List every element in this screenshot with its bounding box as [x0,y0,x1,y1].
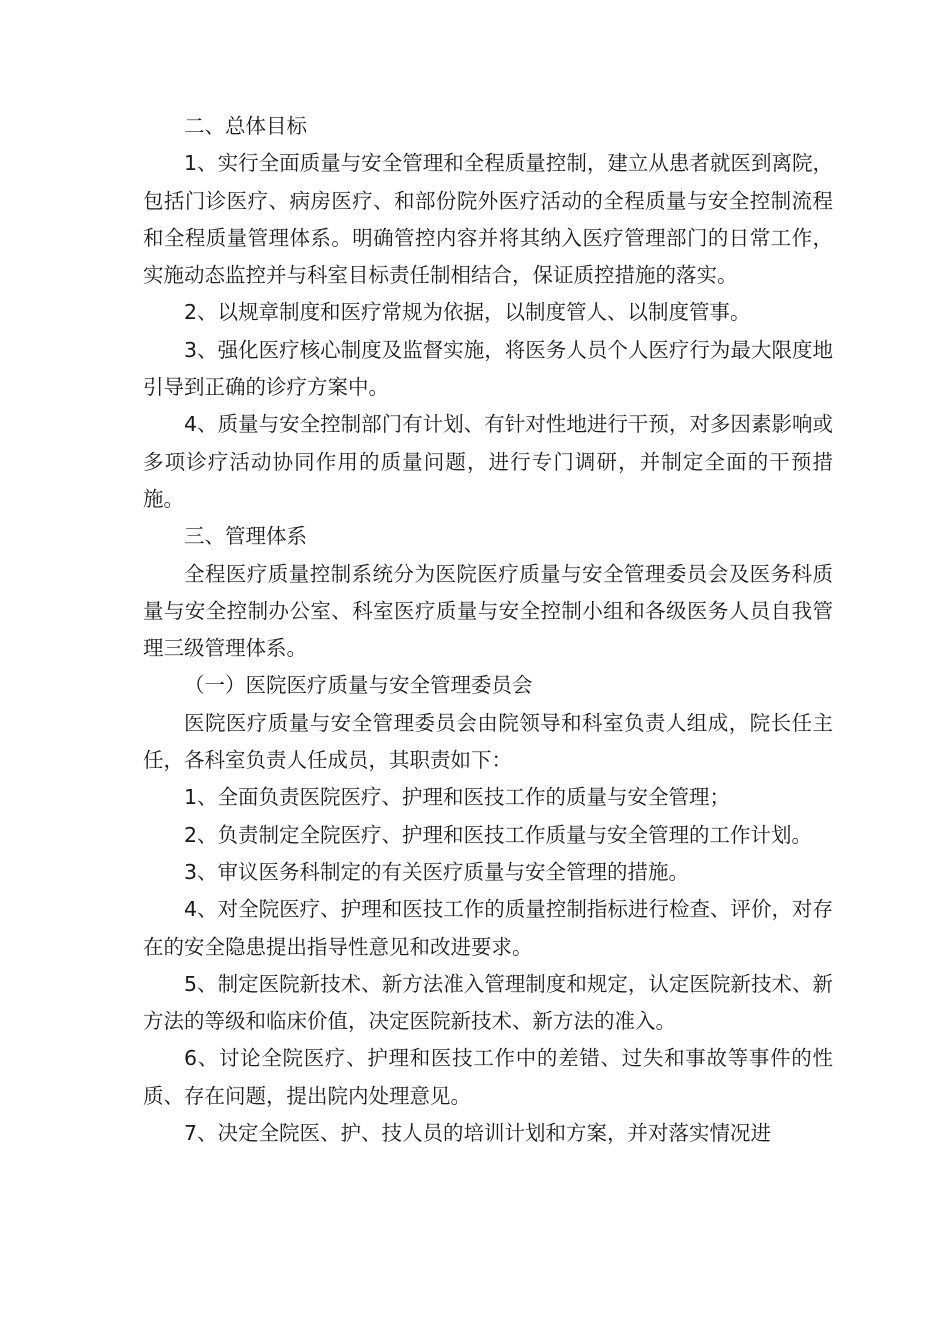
committee-intro-paragraph: 医院医疗质量与安全管理委员会由院领导和科室负责人组成，院长任主任，各科室负责人任成员，其职责如下： [143,710,833,773]
document-body [143,108,833,1152]
duty-item-3: 3、审议医务科制定的有关医疗质量与安全管理的措施。 [184,859,690,884]
section-heading-management-system: 三、管理体系 [184,524,307,549]
duty-item-7: 7、决定全院医、护、技人员的培训计划和方案，并对落实情况进 [184,1121,772,1146]
duty-item-4: 4、对全院医疗、护理和医技工作的质量控制指标进行检查、评价，对存在的安全隐患提出指导性意见和改进要求。 [143,897,833,959]
goal-item-2: 2、以规章制度和医疗常规为依据，以制度管人、以制度管事。 [184,300,751,325]
goal-item-4: 4、质量与安全控制部门有计划、有针对性地进行干预，对多因素影响或多项诊疗活动协同作用的质量问题，进行专门调研，并制定全面的干预措施。 [143,412,833,511]
goal-item-1: 1、实行全面质量与安全管理和全程质量控制，建立从患者就医到离院，包括门诊医疗、病房医疗、和部份院外医疗活动的全程质量与安全控制流程和全程质量管理体系。明确管控内容并将其纳入医疗管理部门的日常工作，实施动态监控并与科室目标责任制相结合，保证质控措施的落实。 [143,151,833,288]
management-system-paragraph: 全程医疗质量控制系统分为医院医疗质量与安全管理委员会及医务科质量与安全控制办公室、科室医疗质量与安全控制小组和各级医务人员自我管理三级管理体系。 [143,561,833,661]
duty-item-5: 5、制定医院新技术、新方法准入管理制度和规定，认定医院新技术、新方法的等级和临床价值，决定医院新技术、新方法的准入。 [143,971,833,1034]
section-heading-overall-goals: 二、总体目标 [184,114,307,138]
goal-item-3: 3、强化医疗核心制度及监督实施，将医务人员个人医疗行为最大限度地引导到正确的诊疗方案中。 [143,337,833,400]
duty-item-6: 6、讨论全院医疗、护理和医技工作中的差错、过失和事故等事件的性质、存在问题，提出院内处理意见。 [143,1046,833,1108]
subsection-heading-committee: （一）医院医疗质量与安全管理委员会 [184,673,533,698]
duty-item-1: 1、全面负责医院医疗、护理和医技工作的质量与安全管理； [184,785,731,810]
duty-item-2: 2、负责制定全院医疗、护理和医技工作质量与安全管理的工作计划。 [184,822,813,847]
